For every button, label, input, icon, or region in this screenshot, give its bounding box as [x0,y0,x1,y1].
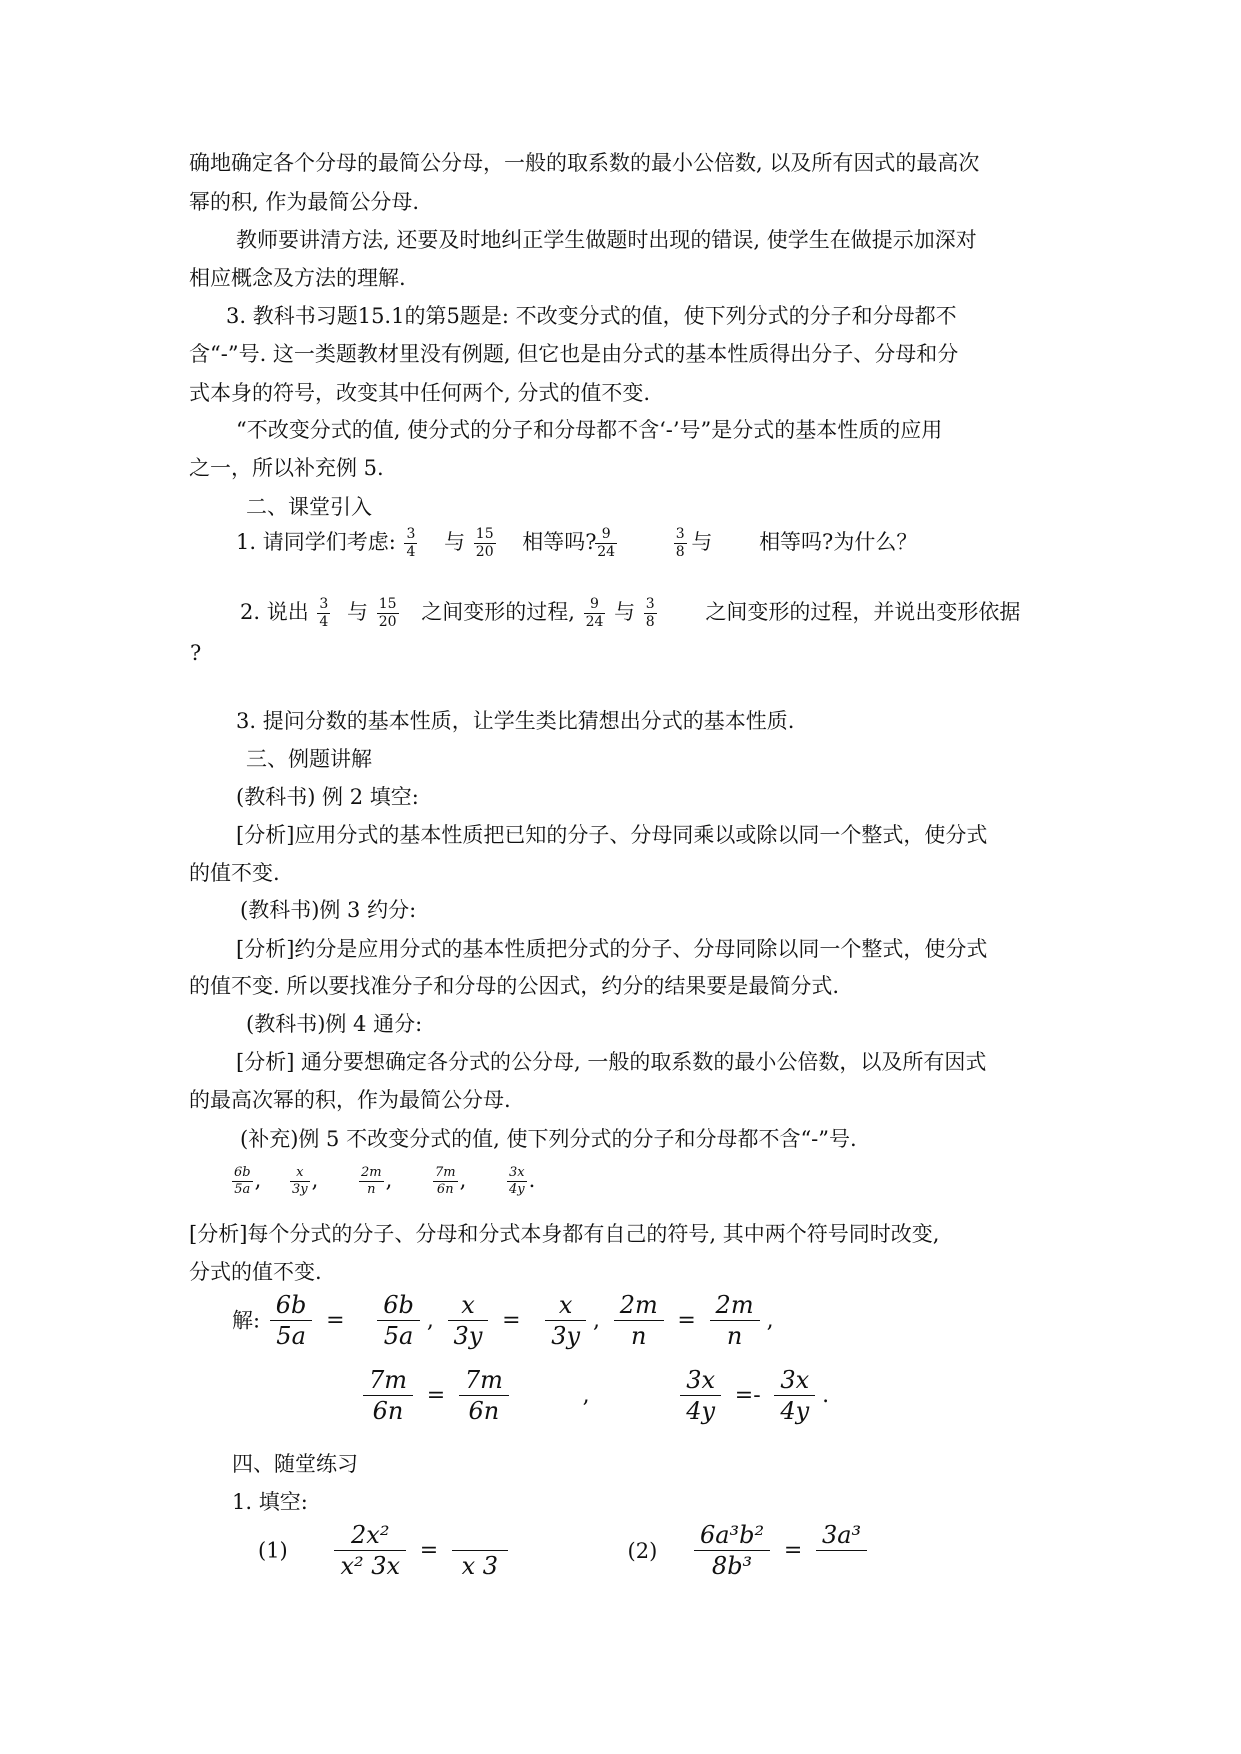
fraction-3-4: $\frac{3}{4}$ [406,526,416,560]
paragraph-line: 含“-”号. 这一类题教材里没有例题, 但它也是由分式的基本性质得出分子、分母和分 [189,342,959,366]
item-2-label: (2) [627,1538,658,1563]
analysis-line: [分析]每个分式的分子、分母和分式本身都有自己的符号, 其中两个符号同时改变, [189,1222,940,1246]
fraction-6b-5a: $\frac{6b}{5a}$ [377,1290,420,1351]
paragraph-line: 式本身的符号，改变其中任何两个, 分式的值不变. [189,381,651,405]
fraction-6b-5a: $\frac{6b}{5a}$ [270,1290,313,1351]
fraction-3-4: $\frac{3}{4}$ [319,596,329,630]
fraction-3-8: $\frac{3}{8}$ [675,526,685,560]
fraction-x-3y: $\frac{x}{3y}$ [448,1290,489,1351]
fraction-2m-n: $\frac{2m}{n}$ [614,1290,664,1351]
practice-row: (1) $\frac{\text{2x²}}{\text{x² 3x}}$ = x 3 (2) $\frac{\text{6a³b²}}{\text{8b³}}$ = 3a³ [258,1520,870,1581]
q2-tail: ? [190,641,202,665]
analysis-line: 的值不变. 所以要找准分子和分母的公因式，约分的结果要是最简分式. [189,974,840,998]
analysis-line: [分析] 通分要想确定各分式的公分母, 一般的取系数的最小公倍数，以及所有因式 [236,1050,987,1074]
paragraph-line: 3. 教科书习题15.1的第5题是: 不改变分式的值，使下列分式的分子和分母都不 [226,304,957,328]
analysis-line: 分式的值不变. [189,1260,322,1284]
fraction-x-3y: $\frac{x}{3y}$ [291,1165,308,1197]
q1-text-c: 相等吗? [522,530,597,554]
q2-text-e: 与 [614,600,636,624]
fraction-2m-n: $\frac{2m}{n}$ [360,1165,382,1197]
fraction-3x-4y: $\frac{3x}{4y}$ [508,1165,525,1197]
fraction-7m-6n: $\frac{7m}{6n}$ [434,1165,456,1197]
paragraph-line: 确地确定各个分母的最简公分母，一般的取系数的最小公倍数, 以及所有因式的最高次 [189,151,980,175]
section-heading: 三、例题讲解 [246,747,372,771]
paragraph-line: 之一，所以补充例 5. [189,456,384,480]
analysis-line: 的最高次幂的积，作为最简公分母. [189,1088,511,1112]
paragraph-line: 教师要讲清方法, 还要及时地纠正学生做题时出现的错误, 使学生在做提示加深对 [236,228,977,252]
paragraph-line: “不改变分式的值, 使分式的分子和分母都不含‘-’号”是分式的基本性质的应用 [236,418,943,442]
q1-text-e: 与 [691,530,713,554]
question-1 [236,522,917,562]
solution-row-1: 解: $\frac{6b}{5a}$ = $\frac{6b}{5a}$ , $\frac{x}{3y}$ = $\frac{x}{3y}$ , $\frac{2m}{n}$ = $\frac{2m}{n}$ , [232,1291,774,1350]
fraction-6b-5a: $\frac{6b}{5a}$ [234,1165,251,1197]
fraction-3x-4y: $\frac{3x}{4y}$ [680,1365,721,1426]
fraction-9-24: $\frac{9}{24}$ [585,596,604,630]
practice-heading: 1. 填空: [232,1490,308,1514]
solution-row-2: $\frac{7m}{6n}$ = $\frac{7m}{6n}$ , $\frac{3x}{4y}$ =- $\frac{3x}{4y}$ . [360,1365,833,1426]
analysis-line: 的值不变. [189,861,280,885]
q1-text-a: 1. 请同学们考虑: [236,530,396,554]
solution-label: 解: [232,1308,261,1333]
example-heading: (教科书)例 3 约分: [240,898,417,922]
analysis-line: [分析]应用分式的基本性质把已知的分子、分母同乘以或除以同一个整式，使分式 [236,823,988,847]
example-5-fractions: $\frac{6b}{5a}$ , $\frac{x}{3y}$ , $\frac{2m}{n}$ , $\frac{7m}{6n}$ , $\frac{3x}{4y}$ . [234,1165,536,1197]
section-heading: 二、课堂引入 [246,495,372,519]
fraction-15-20: $\frac{15}{20}$ [475,526,494,560]
paragraph-line: 3. 提问分数的基本性质，让学生类比猜想出分式的基本性质. [236,709,795,733]
fraction-3x-4y: $\frac{3x}{4y}$ [774,1365,815,1426]
example-heading: (教科书) 例 2 填空: [236,785,419,809]
fraction-2x2: $\frac{\text{2x²}}{\text{x² 3x}}$ [334,1520,406,1581]
answer-fraction-1: x 3 [452,1520,508,1581]
item-1-label: (1) [258,1538,288,1563]
q2-text-b: 与 [347,600,369,624]
fraction-15-20: $\frac{15}{20}$ [378,596,397,630]
q2-text-g: 之间变形的过程，并说出变形依据 [705,600,1021,624]
fraction-3-8: $\frac{3}{8}$ [645,596,655,630]
fraction-x-3y: $\frac{x}{3y}$ [545,1290,586,1351]
paragraph-line: 幂的积, 作为最简公分母. [189,190,420,214]
answer-fraction-2: 3a³ [816,1520,867,1581]
fraction-7m-6n: $\frac{7m}{6n}$ [459,1365,509,1426]
example-heading: (教科书)例 4 通分: [246,1012,423,1036]
fraction-6a3b2: $\frac{\text{6a³b²}}{\text{8b³}}$ [694,1520,770,1581]
q1-text-b: 与 [444,530,466,554]
fraction-9-24: $\frac{9}{24}$ [597,526,616,560]
paragraph-line: 相应概念及方法的理解. [189,266,406,290]
fraction-7m-6n: $\frac{7m}{6n}$ [363,1365,413,1426]
question-2 [240,592,1020,632]
example-heading: (补充)例 5 不改变分式的值, 使下列分式的分子和分母都不含“-”号. [240,1127,857,1151]
section-heading: 四、随堂练习 [232,1452,358,1476]
q2-text-c: 之间变形的过程, [421,600,575,624]
fraction-2m-n: $\frac{2m}{n}$ [710,1290,760,1351]
q1-text-g: 相等吗?为什么？ [759,530,918,554]
analysis-line: [分析]约分是应用分式的基本性质把分式的分子、分母同除以同一个整式，使分式 [236,937,988,961]
q2-text-a: 2. 说出 [240,600,309,624]
